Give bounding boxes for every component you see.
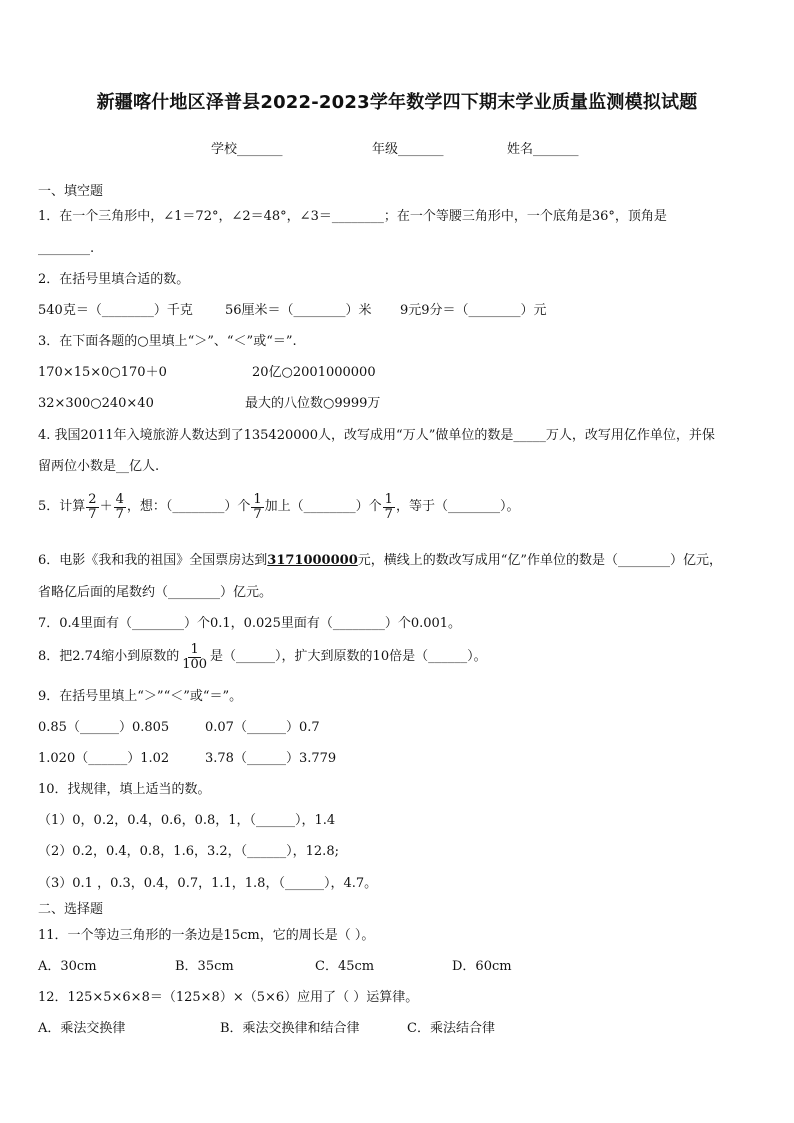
- school-field: 学校_______: [211, 142, 283, 157]
- exam-title: 新疆喀什地区泽普县2022-2023学年数学四下期末学业质量监测模拟试题: [96, 92, 698, 113]
- question-3-item-a: 170×15×0○170＋0: [38, 365, 167, 380]
- section-choice: 二、选择题: [38, 902, 104, 917]
- question-9-stem: 9．在括号里填上“＞”“＜”或“＝”。: [38, 689, 243, 704]
- question-11-option-a: A．30cm: [38, 959, 97, 974]
- question-5-mid-1: ，想：（________）个: [126, 499, 251, 514]
- question-5-prefix: 5．计算: [38, 499, 86, 514]
- fraction-numerator: 1: [190, 641, 199, 657]
- question-1-line-1: 1．在一个三角形中，∠1＝72°，∠2＝48°，∠3＝________；在一个等腰三角形中，一个底角是36°，顶角是: [38, 209, 667, 224]
- fraction-numerator: 2: [88, 491, 97, 507]
- question-12-option-b: B．乘法交换律和结合律: [220, 1021, 360, 1036]
- underlined-number: 3171000000: [267, 553, 358, 568]
- fraction-denominator: 100: [182, 656, 208, 672]
- question-10-stem: 10．找规律，填上适当的数。: [38, 782, 211, 797]
- fraction-denominator: 7: [253, 506, 262, 522]
- question-10-item-3: （3）0.1 ，0.3，0.4，0.7，1.1，1.8，（______），4.7。: [38, 876, 378, 891]
- question-1-line-2: ________.: [38, 241, 95, 256]
- question-5-end: ，等于（________）。: [395, 499, 520, 514]
- question-4-line-1: 4. 我国2011年入境旅游人数达到了135420000人，改写成用“万人”做单位的数是_____万人，改写用亿作单位，并保: [38, 428, 715, 443]
- question-9-item-c: 1.020（______）1.02: [38, 751, 170, 766]
- fraction-numerator: 1: [384, 491, 393, 507]
- grade-field: 年级_______: [372, 142, 444, 157]
- fraction-numerator: 4: [115, 491, 124, 507]
- section-fill-in: 一、填空题: [38, 184, 104, 199]
- question-11-option-d: D．60cm: [452, 959, 512, 974]
- question-8-suffix: 是（______），扩大到原数的10倍是（______）。: [210, 649, 487, 664]
- name-field: 姓名_______: [507, 142, 579, 157]
- question-5: [38, 492, 519, 522]
- question-7: 7．0.4里面有（________）个0.1，0.025里面有（________）个0.001。: [38, 616, 462, 631]
- question-4-line-2: 留两位小数是__亿人.: [38, 459, 160, 474]
- question-12-option-c: C．乘法结合律: [407, 1021, 495, 1036]
- question-3-item-d: 最大的八位数○9999万: [245, 396, 381, 411]
- fraction-1-100: [180, 643, 209, 672]
- question-8: [38, 642, 487, 672]
- question-2-item-c: 9元9分＝（________）元: [400, 303, 547, 318]
- question-3-item-c: 32×300○240×40: [38, 396, 154, 411]
- question-2-stem: 2．在括号里填合适的数。: [38, 272, 190, 287]
- fraction-1-7-b: [383, 493, 395, 522]
- question-12-option-a: A．乘法交换律: [38, 1021, 126, 1036]
- question-6-prefix: 6．电影《我和我的祖国》全国票房达到: [38, 553, 268, 568]
- question-2-item-b: 56厘米＝（________）米: [225, 303, 372, 318]
- question-6-line-1: [38, 553, 722, 569]
- question-6-line-2: 省略亿后面的尾数约（________）亿元。: [38, 585, 273, 600]
- fraction-denominator: 7: [115, 506, 124, 522]
- fraction-denominator: 7: [384, 506, 393, 522]
- question-2-item-a: 540克＝（________）千克: [38, 303, 193, 318]
- question-11-option-c: C．45cm: [315, 959, 375, 974]
- fraction-4-7: [114, 493, 126, 522]
- question-8-prefix: 8．把2.74缩小到原数的: [38, 649, 180, 664]
- question-3-stem: 3．在下面各题的○里填上“＞”、“＜”或“＝”.: [38, 334, 297, 349]
- question-3-item-b: 20亿○2001000000: [252, 365, 376, 380]
- question-5-mid-2: 加上（________）个: [264, 499, 382, 514]
- fraction-numerator: 1: [253, 491, 262, 507]
- question-11-stem: 11．一个等边三角形的一条边是15cm，它的周长是（ ）。: [38, 928, 375, 943]
- plus-sign: ＋: [99, 499, 113, 514]
- question-10-item-1: （1）0，0.2，0.4，0.6，0.8，1，（______），1.4: [38, 813, 336, 828]
- question-10-item-2: （2）0.2，0.4，0.8，1.6，3.2，（______），12.8;: [38, 844, 339, 859]
- question-6-suffix: 元，横线上的数改写成用“亿”作单位的数是（________）亿元，: [357, 553, 723, 568]
- question-11-option-b: B．35cm: [175, 959, 234, 974]
- fraction-2-7: [86, 493, 98, 522]
- question-9-item-b: 0.07（______）0.7: [205, 720, 320, 735]
- fraction-denominator: 7: [88, 506, 97, 522]
- question-12-stem: 12．125×5×6×8＝（125×8）×（5×6）应用了（ ）运算律。: [38, 990, 419, 1005]
- question-9-item-d: 3.78（______）3.779: [205, 751, 337, 766]
- question-9-item-a: 0.85（______）0.805: [38, 720, 170, 735]
- fraction-1-7-a: [251, 493, 263, 522]
